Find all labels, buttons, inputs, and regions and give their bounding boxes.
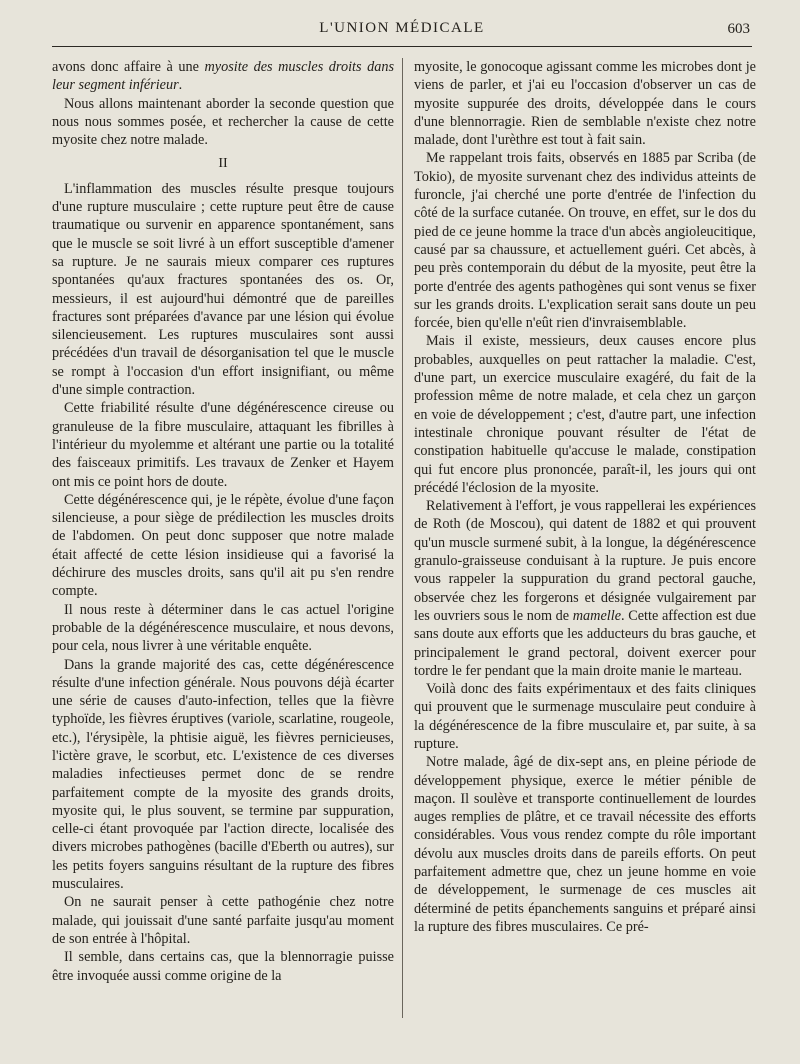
right-column	[414, 58, 756, 936]
paragraph: Mais il existe, messieurs, deux causes encore plus probables, auxquelles on peut rattacher la maladie. C'est, d'une part, un exercice musculaire exagéré, du fait de la profession même de notre malade, et cela chez un garçon en voie de développement ; c'est, d'autre part, une infection intestinale chronique pouvant résulter de l'état de constipation habituelle qu'accuse le malade, constipation qui fut encore plus prononcée, paraît-il, les jours qui ont précédé l'éclosion de la myosite.	[414, 333, 756, 496]
left-column	[52, 58, 394, 985]
paragraph: On ne saurait penser à cette pathogénie chez notre malade, qui jouissait d'une santé parfaite jusqu'au moment de son entrée à l'hôpital.	[52, 894, 394, 947]
paragraph: Il nous reste à déterminer dans le cas actuel l'origine probable de la dégénérescence musculaire, et nous devons, pour cela, nous livrer à une véritable enquête.	[52, 601, 394, 655]
text-run: . Cette affection est due sans doute aux efforts que les adducteurs du bras gauche, et principalement le grand pectoral, doivent exercer pour tordre le fer pendant que la main droite manie le marteau.	[414, 607, 756, 679]
page-number: 603	[727, 21, 750, 37]
header-rule	[52, 46, 752, 47]
running-header	[52, 20, 752, 44]
emphasized-text: mamelle	[572, 607, 622, 624]
paragraph: myosite, le gonocoque agissant comme les microbes dont je viens de parler, et j'ai eu l'occasion d'observer un cas de myosite suppurée des droits, développée dans le cours d'une blennorragie. Rien de semblable n'existe chez notre malade, dont l'urèthre est tout à fait sain.	[414, 59, 756, 149]
paragraph: Notre malade, âgé de dix-sept ans, en pleine période de développement physique, exerce le métier pénible de maçon. Il soulève et transporte continuellement de lourdes auges remplies de plâtre, et ce travail nécessite des efforts considérables. Vous vous rendez compte du rôle important dévolu aux muscles droits dans de pareils efforts. On peut parfaitement admettre que, chez un jeune homme en voie de développement, le surmenage de ces muscles ait déterminé de petits épanchements sanguins et préparé ainsi la rupture des fibres musculaires. Ce pré-	[414, 754, 756, 935]
paragraph: Cette dégénérescence qui, je le répète, évolue d'une façon silencieuse, a pour siège de prédilection les muscles droits de l'abdomen. On peut donc supposer que notre malade était affecté de cette lésion insidieuse qui a favorisé la déchirure des muscles droits, sans qu'il ait pu s'en rendre compte.	[52, 491, 394, 600]
paragraph	[52, 58, 394, 95]
text-run: .	[178, 77, 183, 94]
paragraph: Dans la grande majorité des cas, cette dégénérescence résulte d'une infection générale. Nous pouvons déjà écarter une série de causes d'auto-infection, telles que la fièvre typhoïde, les fièvres éruptives (variole, scarlatine, rougeole, etc.), l'érysipèle, la phtisie aiguë, les fièvres pernicieuses, l'ictère grave, le scorbut, etc. L'existence de ces diverses maladies infectieuses permet donc de se rendre parfaitement compte de la myosite des grands droits, myosite qui, le plus souvent, se termine par suppuration, celle-ci étant provoquée par l'action directe, localisée des divers microbes pathogènes (bacille d'Eberth ou autres), sur les petits foyers sanguins résultant de la rupture des fibres musculaires.	[52, 656, 394, 893]
paragraph: Cette friabilité résulte d'une dégénérescence cireuse ou granuleuse de la fibre musculaire, attaquant les fibrilles à l'intérieur du myolemme et altérant une partie ou la totalité des faisceaux primitifs. Les travaux de Zenker et Hayem ont mis ce point hors de doute.	[52, 400, 394, 490]
paragraph	[414, 497, 756, 680]
paragraph: Nous allons maintenant aborder la seconde question que nous nous sommes posée, et rechercher la cause de cette myosite chez notre malade.	[52, 95, 394, 149]
paragraph: Il semble, dans certains cas, que la blennorragie puisse être invoquée aussi comme origine de la	[52, 949, 394, 984]
section-number: II	[218, 156, 228, 172]
column-divider	[402, 58, 403, 1018]
paragraph: Me rappelant trois faits, observés en 1885 par Scriba (de Tokio), de myosite survenant chez des individus atteints de furoncle, j'ai cherché une porte d'entrée de l'infection du côté de la surface cutanée. On trouve, en effet, sur le dos du pied de ce jeune homme la trace d'un abcès angioleucitique, causé par sa chaussure, et actuellement guéri. Cet abcès, à peu près contemporain du début de la myosite, peut être la porte d'entrée des agents pathogènes qui sont venus se fixer sur les grands droits. L'explication serait sans doute un peu forcée, bien qu'elle n'eût rien d'invraisemblable.	[414, 150, 756, 332]
paragraph: L'inflammation des muscles résulte presque toujours d'une rupture musculaire ; cette rupture peut être de cause traumatique ou survenir en apparence spontanément, sans que le muscle se soit livré à un effort susceptible d'amener sa rupture. Je ne saurais mieux comparer ces ruptures spontanées qu'aux fractures spontanées des os. Or, messieurs, il est aujourd'hui démontré que de pareilles fractures sont préparées d'avance par une lésion qui évolue silencieusement. Les ruptures musculaires sont aussi précédées d'un travail de désorganisation tel que le muscle se rompt à l'occasion d'un effort insignifiant, ou même d'une simple contraction.	[52, 180, 394, 399]
paragraph: Voilà donc des faits expérimentaux et des faits cliniques qui prouvent que le surmenage musculaire peut conduire à la dégénérescence de la fibre musculaire et, par suite, à sa rupture.	[414, 681, 756, 752]
text-run: Relativement à l'effort, je vous rappellerai les expériences de Roth (de Moscou), qui datent de 1882 et qui prouvent qu'un muscle surmené subit, à la longue, la dégénérescence granulo-graisseuse conduisant à la rupture. Je puis encore vous rappeler la suppuration du grand pectoral gauche, observée chez les forgerons et désignée vulgairement par les ouvriers sous le nom de	[414, 498, 756, 624]
running-title: L'UNION MÉDICALE	[319, 20, 485, 36]
emphasized-text: myosite des muscles droits dans leur segment inférieur	[52, 59, 395, 94]
text-run: avons donc affaire à une	[52, 59, 205, 75]
